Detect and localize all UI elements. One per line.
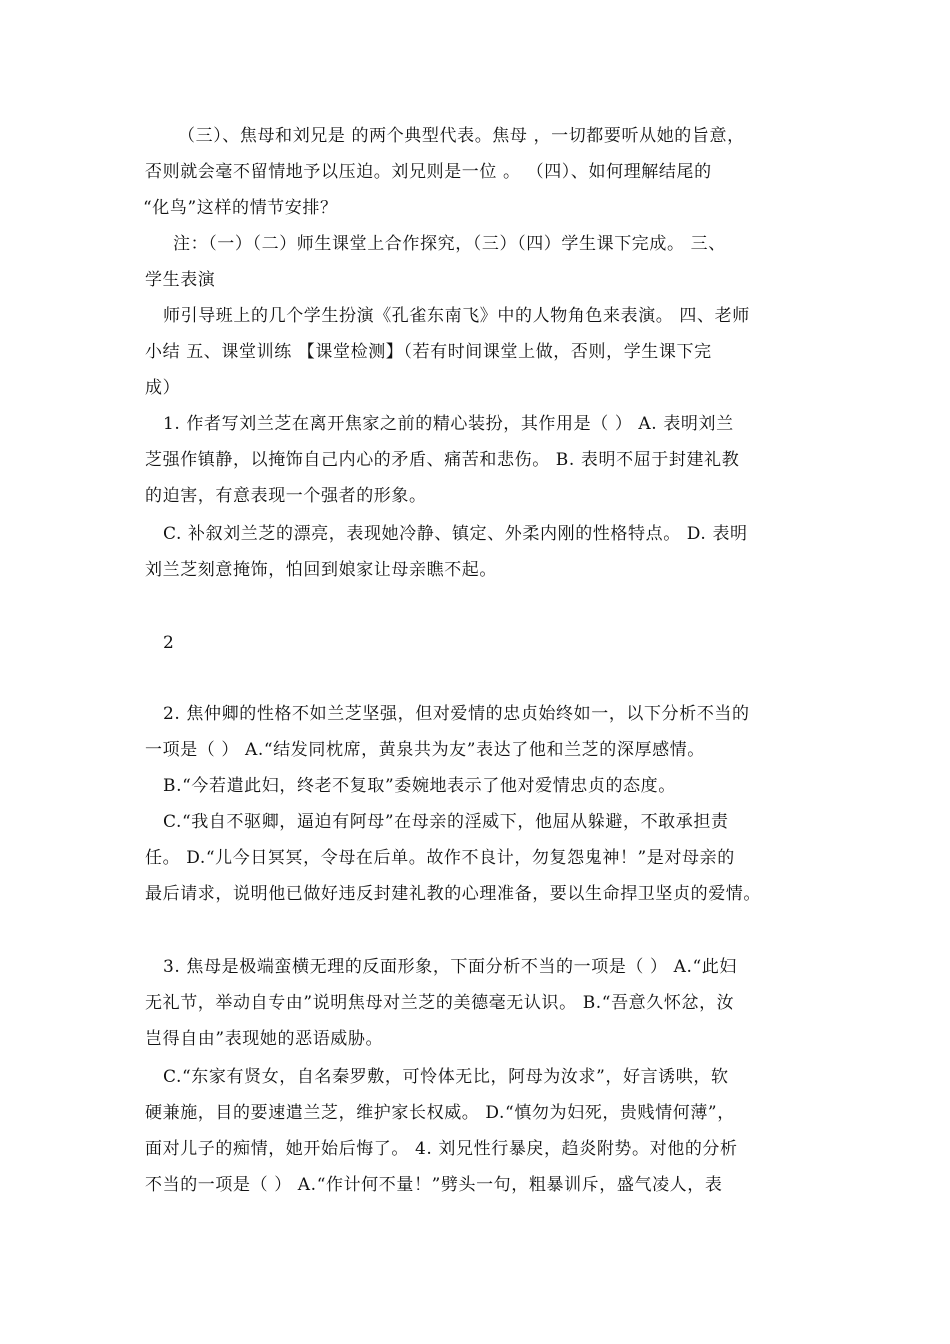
text-line: （三）、焦母和刘兄是 的两个典型代表。焦母 ，一切都要听从她的旨意， (178, 126, 745, 146)
text-line: 小结 五、课堂训练 【课堂检测】（若有时间课堂上做，否则，学生课下完 (145, 342, 712, 362)
question-line: 任。 D.“儿今日冥冥，令母在后单。故作不良计，勿复怨鬼神！”是对母亲的 (145, 848, 735, 868)
text-line: 学生表演 (145, 270, 216, 290)
question-line: 岂得自由”表现她的恶语威胁。 (145, 1029, 384, 1049)
question-line: 刘兰芝刻意掩饰，怕回到娘家让母亲瞧不起。 (145, 560, 497, 580)
question-line: 最后请求，说明他已做好违反封建礼教的心理准备，要以生命捍卫坚贞的爱情。 (145, 884, 761, 904)
question-line: C.“东家有贤女，自名秦罗敷，可怜体无比，阿母为汝求”，好言诱哄，软 (163, 1067, 729, 1087)
text-line: 师引导班上的几个学生扮演《孔雀东南飞》中的人物角色来表演。 四、老师 (163, 306, 750, 326)
question-line: C. 补叙刘兰芝的漂亮，表现她冷静、镇定、外柔内刚的性格特点。 D. 表明 (163, 524, 748, 544)
question-line: 芝强作镇静，以掩饰自己内心的矛盾、痛苦和悲伤。 B. 表明不屈于封建礼教 (145, 450, 740, 470)
question-line: 面对儿子的痴情，她开始后悔了。 4. 刘兄性行暴戾，趋炎附势。对他的分析 (145, 1139, 738, 1159)
question-line: 的迫害，有意表现一个强者的形象。 (145, 486, 427, 506)
question-line: 3. 焦母是极端蛮横无理的反面形象，下面分析不当的一项是（ ） A.“此妇 (163, 957, 738, 977)
text-line: “化鸟”这样的情节安排？ (143, 198, 338, 218)
question-line: 无礼节，举动自专由”说明焦母对兰芝的美德毫无认识。 B.“吾意久怀忿，汝 (145, 993, 735, 1013)
question-line: 1. 作者写刘兰芝在离开焦家之前的精心装扮，其作用是（ ） A. 表明刘兰 (163, 414, 734, 434)
text-line: 注：（一）（二）师生课堂上合作探究，（三）（四）学生课下完成。 三、 (173, 234, 726, 254)
question-line: 硬兼施，目的要速遣兰芝，维护家长权威。 D.“慎勿为妇死，贵贱情何薄”， (145, 1103, 735, 1123)
question-line: B.“今若遣此妇，终老不复取”委婉地表示了他对爱情忠贞的态度。 (163, 776, 676, 796)
text-line: 否则就会毫不留情地予以压迫。刘兄则是一位 。 （四）、如何理解结尾的 (145, 162, 712, 182)
text-line: 成） (145, 378, 181, 398)
question-line: 2. 焦仲卿的性格不如兰芝坚强，但对爱情的忠贞始终如一，以下分析不当的 (163, 704, 750, 724)
question-line: C.“我自不驱卿，逼迫有阿母”在母亲的淫威下，他屈从躲避，不敢承担责 (163, 812, 729, 832)
question-line: 不当的一项是（ ） A.“作计何不量！”劈头一句，粗暴训斥，盛气凌人，表 (145, 1175, 723, 1195)
question-line: 一项是（ ） A.“结发同枕席，黄泉共为友”表达了他和兰芝的深厚感情。 (145, 740, 705, 760)
page-number: 2 (163, 633, 175, 653)
